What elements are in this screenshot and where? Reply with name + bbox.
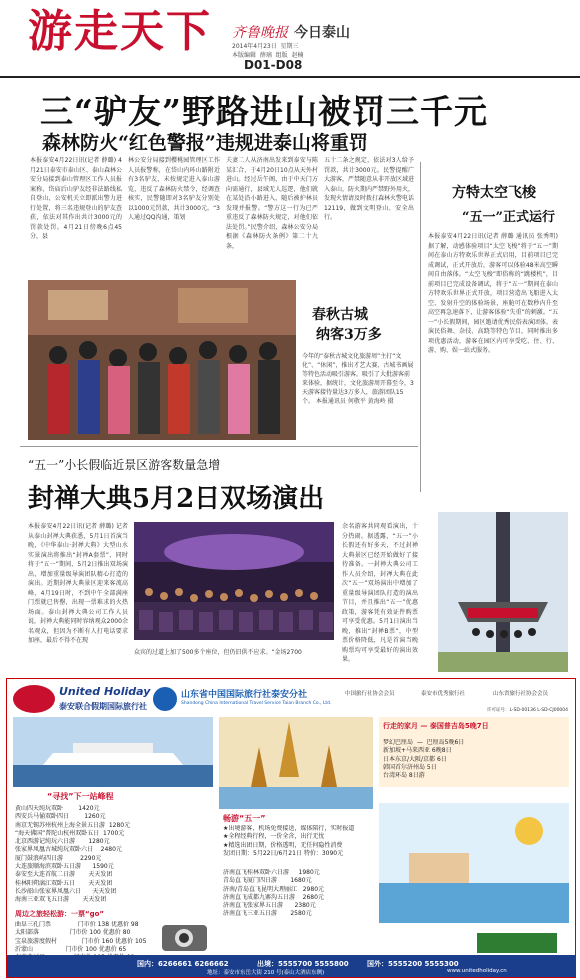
ad-partner-en: Shandong China International Travel Service Taian Branch Co., Ltd. — [181, 701, 332, 706]
stage-photo — [134, 522, 334, 640]
promo-title: 畅游“五一” — [223, 814, 266, 823]
footer-website: www.unitedholiday.cn — [447, 968, 507, 974]
outbound-title: 行走的家月 — 泰国普吉岛5晚7日 — [383, 722, 489, 730]
sidebar-title: 方特太空飞梭 — [452, 185, 536, 201]
footer-phone-foreign: 国外：5555200 5555300 — [367, 960, 459, 968]
newspaper-brand: 齐鲁晚报 今日泰山 — [232, 25, 350, 41]
badge-1: 中国旅行社协会会员 — [345, 691, 395, 697]
story2-column-1: 本报泰安4月22日讯(记者 薛璐) 记者从泰山封禅大典获悉，5月1日首演当晚，《中华泰山·封禅大典》大型山水实景演出将推出“封禅A套票”，同时将于“五一”期间，5月2日推出双场演出，增加重量级导演团队精心打造的演出。近期封禅大典景区迎来客流高峰，4月19日时，不到中午全部满座门票就已售罄，出现一票难求的火热场面。泰山封禅大典公司工作人员说，封禅大典能同时容纳观众2000余名观众，但因为不断有人打电话要求加座，最后不得不在现 — [28, 523, 128, 644]
lead-column-3: 夫妻二人从济南出发来到泰安与陈某汇合，于4月20日10点从天外村进山。经过岳午阁，由于中天门方向需通行，县域无人巡逻，他们就在某处沿小路进入，随后被护林员发现并报警。“警方这一行为已严重违反了森林防火规定，对他们依法处罚。”民警介绍，森林公安分局根据《森林防火条例》第二十九条， — [226, 157, 318, 250]
local-title: 周边之旅轻松游：一票“go” — [15, 910, 105, 918]
crowd-photo — [28, 280, 296, 440]
ad-company-cn: 泰安联合假期国际旅行社 — [59, 702, 147, 711]
domestic-routes: 黄山四天纯玩双卧 1420元 西安兵马俑双卧四日 1260元 南京无锡苏州杭州上海全景五日游 1280元 “海天佛国”普陀山杭州双卧五日 1700元 北京西游记纯玩六日游 1280元 张家界凤凰古城纯玩双卧六日 2480元 厦门鼓浪屿四日游 2290元 大连旅顺海滨双卧五日游 1590元 泰安至大连首航二日游 天天发团 桂林阳朔漓江双卧五日 天天发团 长沙韶山张家界凤凰六日 天天发团 海南三亚双飞五日游 天天发团 — [15, 805, 131, 904]
badge-2: 泰安市优秀旅行社 — [421, 691, 466, 697]
sidebar-body: 本报泰安4月22日讯(记者 薛璐 通讯员 张秀明) 据了解，动感体验项目“太空飞梭”将于“五一”期间在泰山方特欢乐世界正式启用，目前项目已完成调试，正式开放后，游客可以体验48米高空瞬间自由落体。“太空飞梭”即俗称的“跳楼机”，目前项目已完成设备调试，将于“五一”期间在泰山方特欢乐世界正式开放，项目营造出飞船进入太空、发射升空的体验场景，座舱可在数秒内升至高空再急速落下，让游客体验“失重”的刺激。“五一”小长假期间，园区邀请优秀民俗表演团体，表演民俗舞、杂技、高跷等特色节目，同时推出多项优惠活动，游客在园区内可享受吃、住、行、游、购、娱一站式服务。 — [428, 233, 558, 354]
promo-details: ★出境游客，机场免费接送，媒体陪行，实时报道 ★全程经典行程，一价全含，出行无忧 ★精选出团日期，价格透明，无任何隐性消费 发团日期：5月22日/6月21日 特价：3090元 — [223, 825, 355, 857]
lead-column-2: 林公安分局接到樱桃园管理区工作人员报警称，在岱山内环山路附近有3名驴友，未按规定进入泰山游览，违反了森林防火禁令，经调查核实，民警随即对3名驴友分别处以1000元罚款，共计3000元。“3人通过QQ沟通，策划 — [128, 157, 220, 221]
camera-icon — [157, 915, 212, 955]
ad-company: United Holiday — [59, 685, 151, 698]
visa-button — [477, 933, 557, 953]
page-range: D01-D08 — [244, 58, 303, 72]
ride-photo — [438, 512, 568, 672]
story2-kicker: “五一”小长假临近景区游客数量急增 — [28, 458, 221, 472]
photo-caption: 今年的“泰秋古城文化旅游周”主打“文化”、“休闲”，推出才艺大赛、古城书画展等特色活动吸引游客，吸引了大批游客前来体验，据统计，文化旅游周开幕至今，3天游客接待量达3万多人，旅游团队15个。 本报通讯员 何敬平 黄海岭 摄 — [302, 353, 414, 405]
section-title: 游走天下 — [28, 6, 212, 57]
stage-photo-caption: 众宾的过道上加了500多个座位，但仍旧供不应求。“金场2700 — [134, 649, 302, 656]
travel-advertisement — [6, 678, 576, 978]
story2-headline: 封禅大典5月2日双场演出 — [28, 484, 325, 514]
story2-column-2: 余名游客共同观看演出，十分热闹。据透露，“五一”小长假还有好多天，不过封禅大典景区已经开始做好了接待准备。一封禅大典公司工作人员介绍，封禅大典在此次“五一”双场演出中增加了重量级导演团队打造的演出节目，并且推出“五一”优惠政策，游客凭有效证件购票可享受优惠。5月1日演出当晚，推出“封禅B票”，中型票价格降低，凡是首演当晚购票均可享受最好的演出效果。 — [342, 523, 418, 663]
license-number: 许可证号：L-SD-00136 L-SD-CJ00004 — [487, 708, 569, 713]
local-tickets: 曲阜三孔门票 门市价 138 优惠价 98 太阳部落 门市价 100 优惠价 80 宝泉旅游度假村 门市价 160 优惠价 105 沂蒙山 门市价 100 优惠价 65 — [15, 921, 147, 953]
cruise-banner — [13, 717, 213, 787]
lead-column-1: 本报泰安4月22日讯(记者 薛璐) 4月21日泰安市泰山区、泰山森林公安分局接到泰山管理区工作人员报案称，岱庙后山驴友经非法路线私自登山，公安机关立即派出警力进行处置，将三名违规登山的驴友查获，依法对其作出共计3000元的罚款处罚。4月21日傍晚6点45分，县 — [30, 157, 122, 240]
column-divider — [420, 162, 421, 492]
footer-phone-outbound: 出境：5555700 5555800 — [257, 960, 349, 968]
lead-subhead: 森林防火“红色警报”违规进泰山将重罚 — [42, 132, 368, 154]
ad-partner: 山东省中国国际旅行社泰安分社 — [181, 690, 308, 700]
cits-logo — [153, 687, 177, 711]
lead-headline: 三“驴友”野路进山被罚三千元 — [40, 92, 488, 131]
masthead-rule — [0, 76, 580, 78]
outbound-routes: 梦幻巴厘岛 — 巴厘岛5晚6日 新加坡+马来西亚 6晚8日 日本东京/大阪/京都 6日 韩国首尔济州岛 5日 台湾环岛 8日游 — [383, 739, 465, 780]
footer-address: 地址：泰安市东岳大街 210 号(泰山大酒店东侧) — [207, 970, 325, 976]
united-holiday-logo — [13, 685, 55, 713]
resort-banner — [379, 803, 569, 923]
temple-banner — [219, 717, 373, 809]
footer-phone-domestic: 国内：6266661 6266662 — [137, 960, 229, 968]
photo-title-line2: 纳客3万多 — [316, 327, 382, 343]
issue-meta: 2014年4月23日 星期三 本版编辑 薛璃 组版 赵楠 — [232, 43, 304, 59]
story-divider — [20, 446, 418, 447]
sidebar-subtitle: “五一”正式运行 — [462, 210, 555, 225]
flight-routes: 济南直飞桂林双卧六日游 1980元 青岛直飞厦门四日游 1680元 济南/青岛直飞昆明大理丽江 2980元 济南直飞成都九寨沟五日游 2680元 济南直飞张家界五日游 2380元 济南直飞三亚五日游 2580元 — [223, 869, 325, 918]
routes-title: “寻找”下一站峰程 — [47, 792, 114, 801]
lead-column-4: 五十二条之规定，依法对3人给予罚款，共计3000元。民警提醒广大游客，严禁随意从非开放区域进入泰山，防火期内严禁野外用火，发现火情请及时拨打森林火警电话12119，做到文明登山、安全出行。 — [324, 157, 414, 221]
badge-3: 山东省旅行社协会会员 — [493, 691, 549, 697]
photo-title: 春秋古城 — [312, 307, 368, 323]
